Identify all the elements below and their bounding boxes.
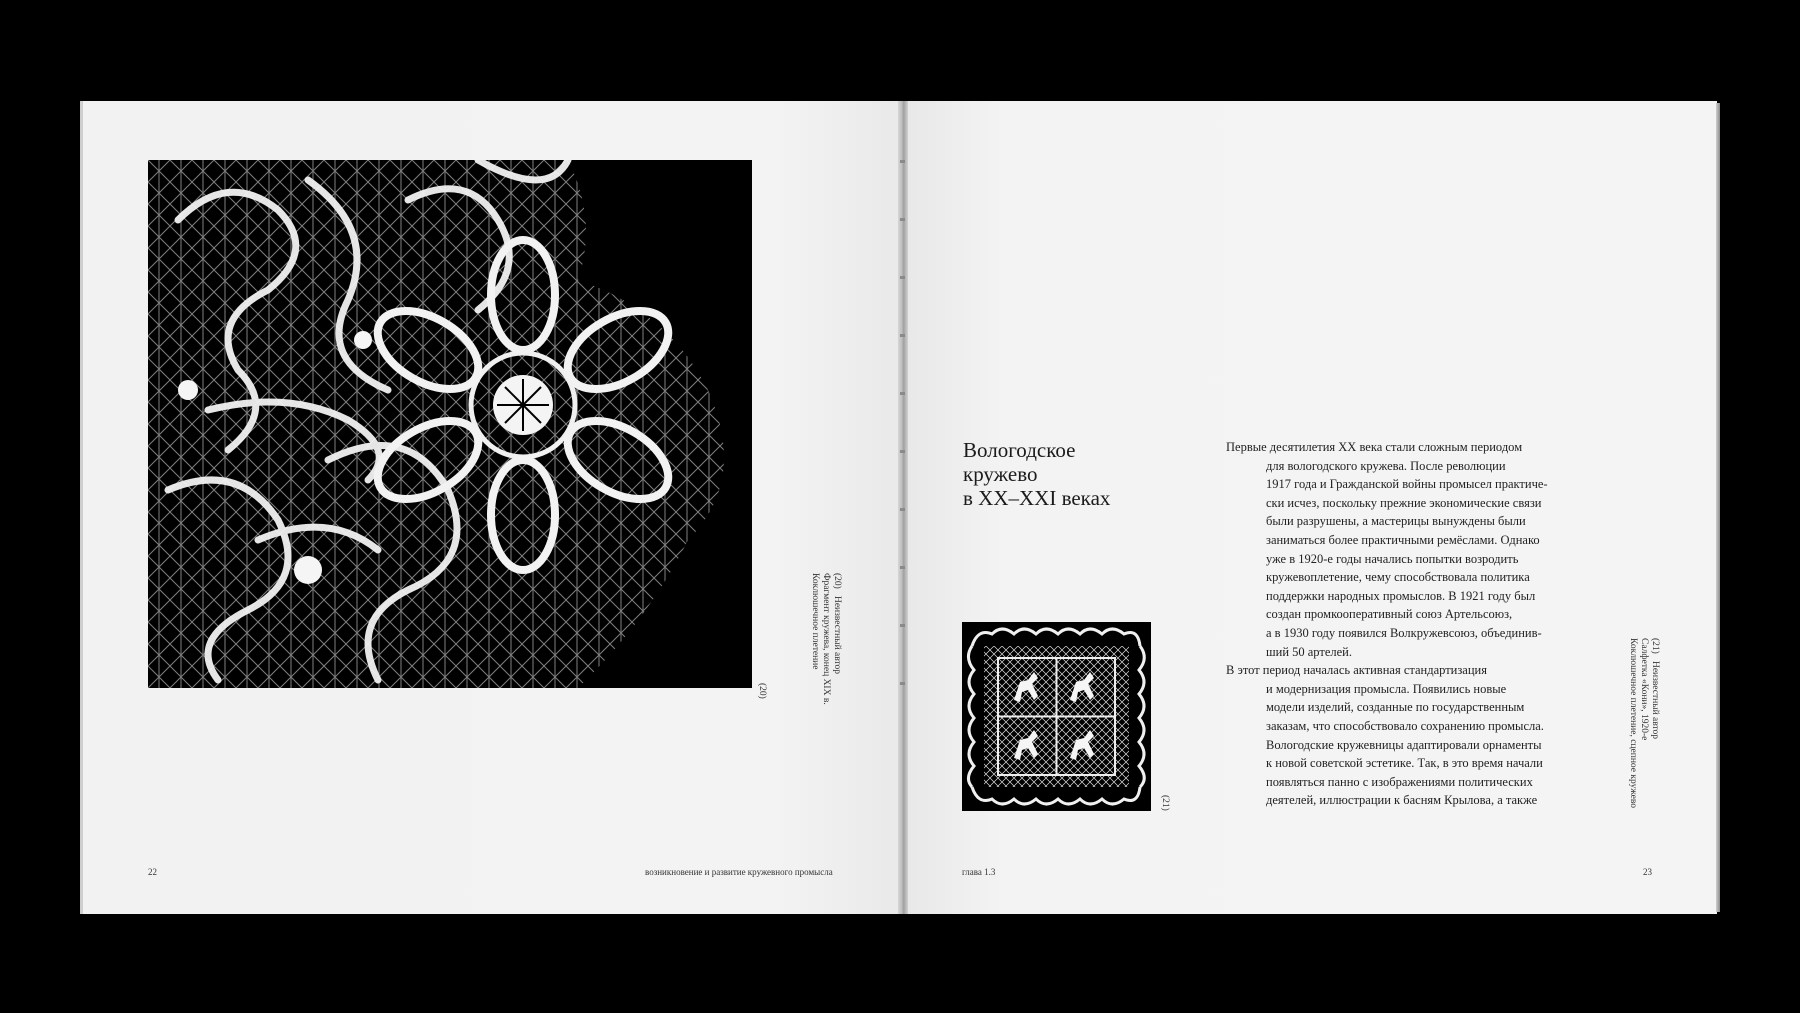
text-line: заниматься более практичными ремёслами. Однако — [1266, 532, 1540, 547]
text-line: ски исчез, поскольку прежние экономические связи — [1266, 495, 1542, 510]
text-line: 1917 года и Гражданской войны промысел практиче- — [1266, 477, 1548, 492]
text-line: Вологодские кружевницы адаптировали орнаменты — [1266, 737, 1542, 752]
left-page-edge — [80, 101, 83, 914]
spine-stitch — [900, 566, 905, 569]
running-title-right: глава 1.3 — [962, 867, 996, 877]
running-title-left: возникновение и развитие кружевного промысла — [645, 867, 833, 877]
caption-line: (21) Неизвестный автор — [1650, 638, 1660, 740]
text-line: были разрушены, а мастерицы вынуждены были — [1266, 514, 1526, 529]
right-page-edge — [1716, 103, 1720, 912]
heading-line: кружево — [963, 462, 1038, 486]
text-line: для вологодского кружева. После революции — [1266, 458, 1506, 473]
chapter-heading — [963, 438, 1163, 510]
spine-stitch — [900, 508, 905, 511]
spine-stitch — [900, 218, 905, 221]
caption-line: Салфетка «Кони», 1920-е — [1639, 638, 1649, 741]
heading-line: в XX–XXI веках — [963, 486, 1111, 510]
caption-line: (20) Неизвестный автор — [832, 573, 842, 675]
spine-stitch — [900, 392, 905, 395]
figure-20-caption — [809, 573, 842, 705]
page-number-right: 23 — [1643, 867, 1652, 877]
text-line: появляться панно с изображениями политических — [1266, 774, 1533, 789]
paragraph-1 — [1226, 438, 1566, 661]
spine-stitch — [900, 276, 905, 279]
text-line: и модернизация промысла. Появились новые — [1266, 681, 1507, 696]
text-line: к новой советской эстетике. Так, в это время начали — [1266, 756, 1543, 771]
text-line: модели изделий, созданные по государственным — [1266, 700, 1525, 715]
text-line: уже в 1920-е годы начались попытки возродить — [1266, 551, 1519, 566]
figure-21-caption — [1627, 638, 1660, 808]
text-line: В этот период началась активная стандартизация — [1226, 663, 1487, 678]
text-line: создан промкооперативный союз Артельсоюз, — [1266, 607, 1513, 622]
text-line: заказам, что способствовало сохранению промысла. — [1266, 718, 1544, 733]
caption-line: Коклюшечное плетение, сцепное кружево — [1628, 638, 1638, 809]
horses-doily-photo — [962, 622, 1151, 811]
heading-line: Вологодское — [963, 438, 1076, 462]
page-number-left: 22 — [148, 867, 157, 877]
text-line: кружевоплетение, чему способствовала политика — [1266, 570, 1530, 585]
caption-line: Коклюшечное плетение — [810, 573, 820, 670]
spine-stitch — [900, 624, 905, 627]
spine-stitch — [900, 682, 905, 685]
text-line: Первые десятилетия XX века стали сложным периодом — [1226, 440, 1523, 454]
paragraph-2 — [1226, 661, 1566, 810]
lace-fragment-photo — [148, 160, 752, 688]
caption-line: Фрагмент кружева, конец XIX в. — [821, 573, 831, 705]
spine-stitch — [900, 160, 905, 163]
text-line: поддержки народных промыслов. В 1921 году был — [1266, 588, 1536, 603]
body-text — [1226, 438, 1566, 810]
text-line: ший 50 артелей. — [1266, 644, 1352, 659]
text-line: деятелей, иллюстрации к басням Крылова, а также — [1266, 793, 1538, 808]
text-line: а в 1930 году появился Волкружевсоюз, объединив- — [1266, 625, 1542, 640]
figure-20-number: (20) — [757, 683, 767, 699]
spine-stitch — [900, 334, 905, 337]
figure-21-number: (21) — [1160, 795, 1170, 811]
spine-stitch — [900, 450, 905, 453]
